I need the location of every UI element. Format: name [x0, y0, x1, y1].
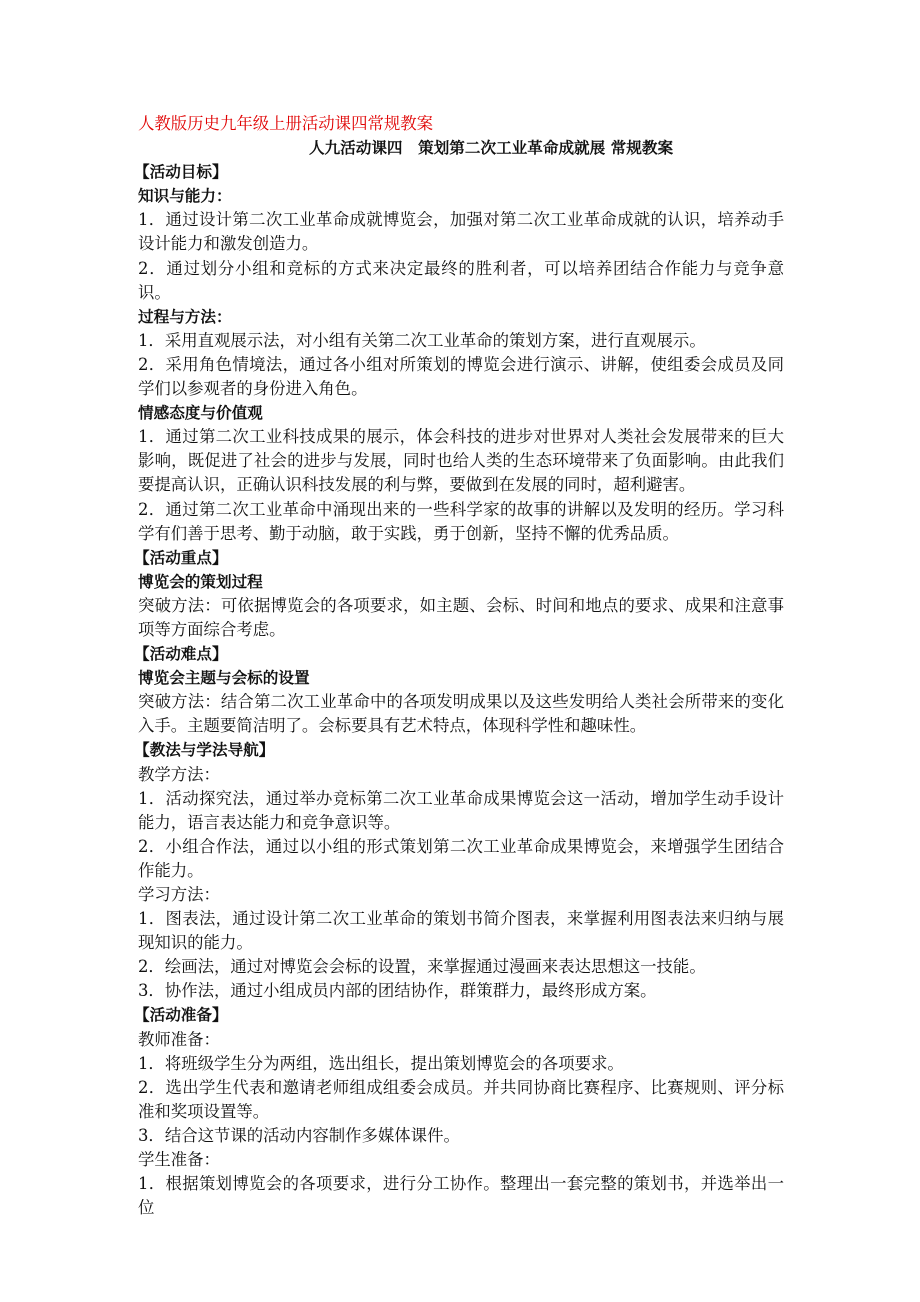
paragraph: 1．根据策划博览会的各项要求，进行分工协作。整理出一套完整的策划书，并选举出一位 [138, 1174, 784, 1218]
section-heading: 【活动重点】 [134, 548, 228, 567]
subheading: 情感态度与价值观 [138, 404, 263, 423]
paragraph: 突破方法：结合第二次工业革命中的各项发明成果以及这些发明给人类社会所带来的变化入手。主题要简洁明了。会标要具有艺术特点，体现科学性和趣味性。 [138, 692, 784, 736]
paragraph: 学习方法： [138, 885, 220, 904]
paragraph: 1．图表法，通过设计第二次工业革命的策划书简介图表，来掌握利用图表法来归纳与展现知识的能力。 [138, 909, 784, 953]
paragraph: 1．活动探究法，通过举办竞标第二次工业革命成果博览会这一活动，增加学生动手设计能力，语言表达能力和竞争意识等。 [138, 788, 784, 832]
document-body [134, 112, 784, 1220]
paragraph: 2．绘画法，通过对博览会会标的设置，来掌握通过漫画来表达思想这一技能。 [138, 957, 706, 977]
subheading: 知识与能力： [138, 187, 232, 206]
paragraph: 3．协作法，通过小组成员内部的团结协作，群策群力，最终形成方案。 [138, 981, 657, 1001]
subheading: 博览会的策划过程 [138, 572, 263, 591]
paragraph: 1．通过设计第二次工业革命成就博览会，加强对第二次工业革命成就的认识，培养动手设计能力和激发创造力。 [138, 210, 784, 254]
section-heading: 【教法与学法导航】 [134, 741, 275, 760]
lesson-title: 人九活动课四 策划第二次工业革命成就展 常规教案 [308, 139, 674, 158]
paragraph: 2．小组合作法，通过以小组的形式策划第二次工业革命成果博览会，来增强学生团结合作能力。 [138, 836, 784, 880]
subheading: 过程与方法： [138, 307, 232, 326]
paragraph: 2．采用角色情境法，通过各小组对所策划的博览会进行演示、讲解，使组委会成员及同学们以参观者的身份进入角色。 [138, 354, 784, 399]
section-heading: 【活动难点】 [134, 645, 228, 664]
document-heading: 人教版历史九年级上册活动课四常规教案 [138, 114, 434, 133]
section-heading: 【活动准备】 [134, 1006, 228, 1025]
paragraph: 教学方法： [138, 764, 220, 784]
paragraph: 2．选出学生代表和邀请老师组成组委会成员。并共同协商比赛程序、比赛规则、评分标准和奖项设置等。 [138, 1077, 784, 1121]
paragraph: 2．通过第二次工业革命中涌现出来的一些科学家的故事的讲解以及发明的经历。学习科学有们善于思考、勤于动脑，敢于实践，勇于创新，坚持不懈的优秀品质。 [138, 499, 784, 543]
paragraph: 2．通过划分小组和竞标的方式来决定最终的胜利者，可以培养团结合作能力与竞争意识。 [138, 258, 784, 302]
paragraph: 3．结合这节课的活动内容制作多媒体课件。 [138, 1125, 460, 1145]
paragraph: 1．将班级学生分为两组，选出组长，提出策划博览会的各项要求。 [138, 1053, 624, 1073]
paragraph: 突破方法：可依据博览会的各项要求，如主题、会标、时间和地点的要求、成果和注意事项等方面综合考虑。 [138, 595, 784, 639]
paragraph: 1．采用直观展示法，对小组有关第二次工业革命的策划方案，进行直观展示。 [138, 330, 706, 350]
paragraph: 教师准备： [138, 1029, 220, 1049]
section-heading: 【活动目标】 [134, 163, 228, 182]
content-blocks [134, 160, 784, 1220]
paragraph: 1．通过第二次工业科技成果的展示，体会科技的进步对世界对人类社会发展带来的巨大影响，既促进了社会的进步与发展，同时也给人类的生态环境带来了负面影响。由此我们要提高认识，正确认识科技发展的利与弊，要做到在发展的同时，超利避害。 [138, 427, 784, 495]
subheading: 博览会主题与会标的设置 [138, 669, 310, 688]
paragraph: 学生准备： [138, 1150, 220, 1170]
